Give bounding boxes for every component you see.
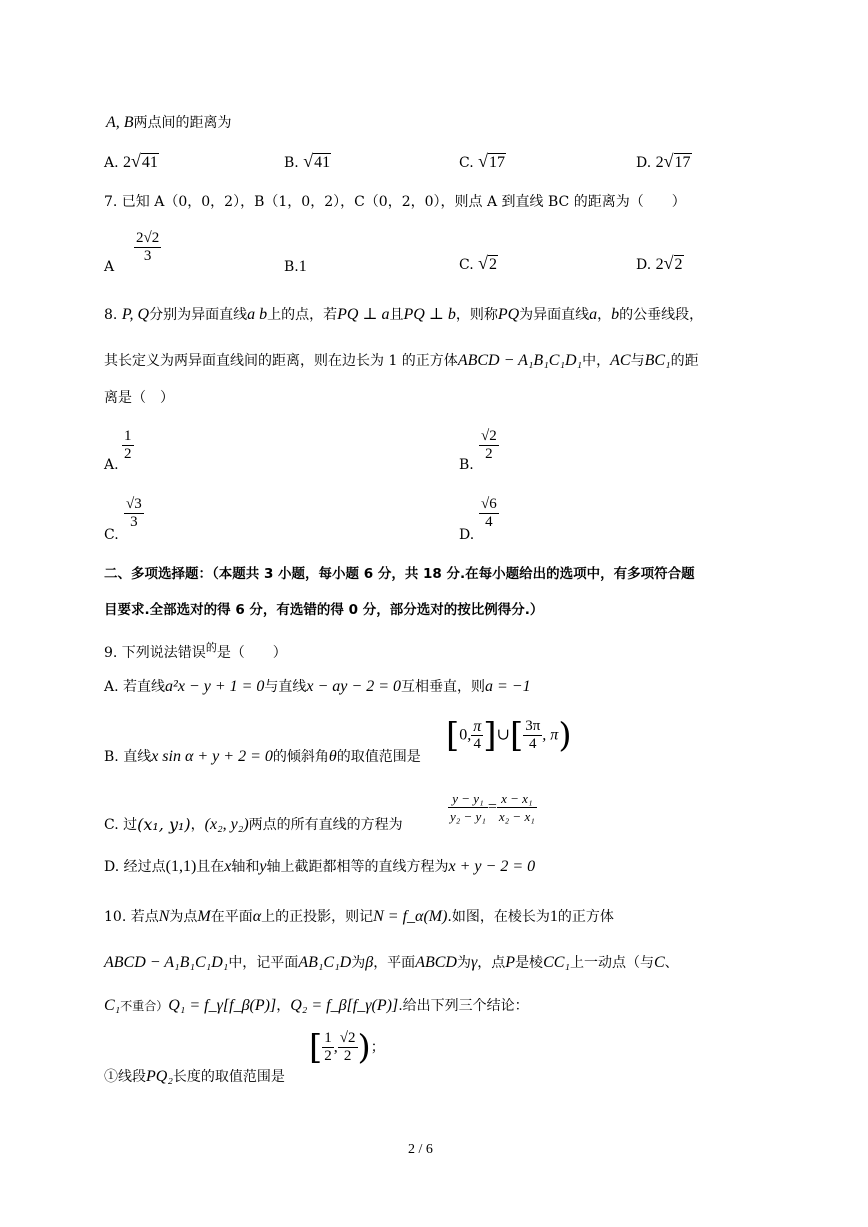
text: .给出下列三个结论： bbox=[398, 998, 529, 1014]
q7-d-value: 2√2 bbox=[655, 253, 683, 273]
value: 1 bbox=[298, 258, 307, 275]
math-p: P bbox=[505, 954, 516, 971]
union: ∪ bbox=[496, 726, 510, 744]
q6-option-b bbox=[284, 152, 331, 172]
text: 其长定义为两异面直线间的距离，则在边长为 1 的正方体 bbox=[104, 353, 458, 369]
text: ，则称 bbox=[455, 307, 498, 323]
option-label: B. bbox=[284, 259, 299, 275]
text: 互相垂直，则 bbox=[401, 679, 485, 695]
math-point: (1,1) bbox=[165, 858, 197, 875]
q6-d-value: 2√17 bbox=[655, 151, 691, 171]
equals: = bbox=[487, 798, 497, 816]
text: 两点的所有直线的方程为 bbox=[248, 817, 403, 833]
three-pi-over-4 bbox=[523, 718, 542, 753]
text: 、 bbox=[664, 955, 679, 971]
bracket-close: ] bbox=[483, 715, 497, 756]
math-eq: x sin α + y + 2 = 0 bbox=[151, 748, 273, 765]
coef: 2 bbox=[655, 256, 664, 273]
q9-b-interval bbox=[446, 715, 572, 756]
q9-b-text bbox=[104, 748, 421, 766]
math-c: C bbox=[653, 954, 665, 971]
point-1: (x₁, y₁) bbox=[137, 815, 191, 834]
numerator: √3 bbox=[126, 496, 142, 512]
math-theta: θ bbox=[328, 748, 337, 765]
q9-stem bbox=[104, 639, 287, 662]
option-label: C. bbox=[459, 257, 474, 273]
denominator: 4 bbox=[485, 514, 493, 530]
text: 的公垂线段， bbox=[619, 307, 704, 323]
radicand: 17 bbox=[674, 154, 691, 171]
math-pq2: PQ₂ bbox=[146, 1068, 173, 1085]
q8-d-fraction bbox=[479, 496, 499, 531]
math-m: M bbox=[197, 908, 211, 925]
text: 的取值范围是 bbox=[336, 749, 421, 765]
option-label: C. bbox=[104, 527, 119, 543]
numerator: π bbox=[473, 718, 482, 735]
q6-points: A, B bbox=[106, 114, 134, 131]
option-label: C. 过 bbox=[104, 817, 138, 833]
option-label: A. 若直线 bbox=[104, 679, 166, 695]
section-2-line-1: 二、多项选择题：（本题共 3 小题，每小题 6 分，共 18 分.在每小题给出的选项中，有多项符合题 bbox=[104, 566, 695, 582]
text: 轴和 bbox=[231, 859, 260, 875]
math-n: N bbox=[158, 908, 170, 925]
option-label: A bbox=[104, 259, 115, 275]
q8-c-fraction bbox=[124, 496, 144, 531]
q9-option-a bbox=[104, 678, 531, 696]
numerator: √2 bbox=[339, 1030, 356, 1046]
text: 的倾斜角 bbox=[272, 749, 329, 765]
radicand: 41 bbox=[141, 154, 158, 171]
math-eq: x + y − 2 = 0 bbox=[448, 858, 536, 875]
paren-close: ) bbox=[558, 715, 572, 756]
text: 的距 bbox=[670, 353, 699, 369]
math-a: a bbox=[589, 306, 598, 323]
q8-b-fraction bbox=[479, 428, 499, 463]
text: 上一动点（与 bbox=[569, 955, 654, 971]
radicand: 2 bbox=[674, 256, 683, 273]
statement-text bbox=[104, 1068, 285, 1086]
math-plane: AB₁C₁D bbox=[298, 954, 352, 971]
text: ①线段 bbox=[104, 1069, 146, 1085]
half bbox=[322, 1030, 334, 1065]
text: 的正方体 bbox=[557, 909, 614, 925]
q7-a-fraction bbox=[134, 230, 161, 265]
q8-a-fraction bbox=[122, 428, 134, 463]
q7-option-b bbox=[284, 258, 307, 276]
math-abcd: ABCD bbox=[415, 954, 457, 971]
radicand: 41 bbox=[314, 154, 331, 171]
text: 上的正投影，则记 bbox=[261, 909, 374, 925]
text: 且 bbox=[389, 307, 404, 323]
math-c1: C₁ bbox=[104, 997, 121, 1014]
text: ，点 bbox=[477, 955, 506, 971]
option-label: D. 经过点 bbox=[104, 859, 166, 875]
text: ， bbox=[276, 998, 291, 1014]
math-q2: Q₂ = f_β[f_γ(P)] bbox=[290, 997, 399, 1014]
denominator: x₂ − x₁ bbox=[498, 809, 535, 824]
math: , π bbox=[542, 726, 559, 744]
math-alpha: α bbox=[252, 908, 262, 925]
math-ab: a b bbox=[247, 306, 268, 323]
frac-y bbox=[448, 790, 488, 825]
math-q1: Q₁ = f_γ[f_β(P)] bbox=[168, 997, 277, 1014]
coef: 2 bbox=[123, 154, 132, 171]
text: 为点 bbox=[169, 909, 198, 925]
math: 0, bbox=[459, 726, 472, 744]
q7-option-d bbox=[636, 254, 684, 274]
q6-option-c bbox=[459, 152, 506, 172]
q9-option-d bbox=[104, 858, 535, 876]
text: 是棱 bbox=[515, 955, 544, 971]
math-eq1: a²x − y + 1 = 0 bbox=[165, 678, 265, 695]
root2-over-2 bbox=[338, 1030, 358, 1065]
q9-c-text bbox=[104, 816, 403, 834]
numerator: √6 bbox=[481, 496, 497, 512]
numerator: √2 bbox=[481, 428, 497, 444]
option-label: A. bbox=[104, 457, 119, 473]
q6-a-value: 2√41 bbox=[123, 151, 158, 171]
text: 为 bbox=[456, 955, 471, 971]
q7-c-value: √2 bbox=[478, 253, 498, 273]
text: 分别为异面直线 bbox=[149, 307, 248, 323]
text: 且在 bbox=[196, 859, 225, 875]
page-number: 2 / 6 bbox=[408, 1142, 433, 1157]
denominator: y₂ − y₁ bbox=[450, 809, 486, 824]
text: ； bbox=[370, 1039, 385, 1056]
math-b: b bbox=[611, 306, 620, 323]
option-label: B. 直线 bbox=[104, 749, 152, 765]
option-label: D. bbox=[459, 527, 475, 543]
math-y: y bbox=[259, 858, 267, 875]
option-label: A. bbox=[104, 155, 119, 171]
text: ， bbox=[190, 817, 205, 833]
text: 为异面直线 bbox=[519, 307, 590, 323]
q8-line-2 bbox=[104, 352, 699, 370]
text: 9. 下列说法错误 bbox=[104, 645, 206, 661]
paren-close: ) bbox=[357, 1027, 371, 1068]
math-beta: β bbox=[365, 954, 374, 971]
coef: 2 bbox=[655, 154, 664, 171]
math-perp-b: PQ ⊥ b bbox=[403, 306, 456, 323]
text: 与直线 bbox=[264, 679, 307, 695]
q8-num: 8. bbox=[104, 307, 122, 323]
denominator: 3 bbox=[130, 514, 138, 530]
bracket-open: [ bbox=[446, 715, 460, 756]
math-eq: N = f_α(M) bbox=[373, 908, 448, 925]
math-cube: ABCD − A₁B₁C₁D₁ bbox=[457, 352, 583, 369]
option-label: D. bbox=[636, 155, 652, 171]
math-pq: P, Q bbox=[121, 306, 150, 323]
text: 在平面 bbox=[210, 909, 253, 925]
statement-interval: [ $\frac{1}{2}$ , $\frac{√2}{2}$ )； bbox=[309, 1027, 385, 1068]
radicand: 2 bbox=[489, 256, 498, 273]
denominator: 2 bbox=[343, 1048, 352, 1064]
numerator: 2√2 bbox=[136, 230, 160, 246]
math-x: x bbox=[224, 858, 232, 875]
frac-x bbox=[497, 790, 537, 825]
text: ， bbox=[597, 307, 612, 323]
bracket-open: [ bbox=[509, 715, 524, 756]
option-label: B. bbox=[284, 155, 299, 171]
q6-b-value: √41 bbox=[303, 151, 331, 171]
denominator: 2 bbox=[324, 1048, 332, 1064]
denominator: 2 bbox=[124, 446, 132, 462]
text: 与 bbox=[630, 353, 645, 369]
q6-text: 两点间的距离为 bbox=[133, 115, 232, 131]
text: 为 bbox=[351, 955, 366, 971]
math-ac: AC bbox=[610, 352, 631, 369]
denominator: 3 bbox=[143, 248, 152, 264]
q6-tail bbox=[106, 114, 232, 132]
denominator: 4 bbox=[529, 736, 537, 752]
option-label: B. bbox=[459, 457, 474, 473]
text: 是（ ） bbox=[216, 645, 287, 661]
q6-c-value: √17 bbox=[478, 151, 506, 171]
q6-option-a bbox=[104, 152, 159, 172]
q6-option-d bbox=[636, 152, 692, 172]
pi-over-4 bbox=[471, 718, 483, 753]
section-2-line-2: 目要求.全部选对的得 6 分，有选错的得 0 分，部分选对的按比例得分.） bbox=[104, 602, 544, 618]
numerator: x − x₁ bbox=[497, 790, 537, 808]
math-pq2: PQ bbox=[497, 306, 520, 323]
numerator: y − y₁ bbox=[448, 790, 488, 808]
numerator: 3π bbox=[525, 718, 541, 734]
option-label: C. bbox=[459, 155, 474, 171]
math-cc1: CC₁ bbox=[543, 954, 570, 971]
bracket-open: [ bbox=[309, 1027, 323, 1068]
math-perp-a: PQ ⊥ a bbox=[337, 306, 390, 323]
text: 长度的取值范围是 bbox=[172, 1069, 285, 1085]
text: 的 bbox=[205, 641, 217, 654]
numerator: 1 bbox=[124, 428, 132, 444]
q10-line-3 bbox=[104, 997, 529, 1015]
text: .如图，在棱长为 bbox=[447, 909, 550, 925]
q7-option-c bbox=[459, 254, 498, 274]
math-gamma: γ bbox=[470, 954, 478, 971]
q8-line-1 bbox=[104, 306, 703, 324]
numerator: 1 bbox=[324, 1030, 332, 1046]
text: 10. 若点 bbox=[104, 909, 159, 925]
text: ，平面 bbox=[373, 955, 416, 971]
math-cube: ABCD − A₁B₁C₁D₁ bbox=[104, 954, 229, 971]
text: 轴上截距都相等的直线方程为 bbox=[266, 859, 449, 875]
text: 不重合） bbox=[120, 999, 169, 1013]
option-label: D. bbox=[636, 257, 652, 273]
denominator: 2 bbox=[485, 446, 493, 462]
q8-line-3: 离是（ ） bbox=[104, 390, 174, 406]
math-eq3: a = −1 bbox=[485, 678, 531, 695]
math-eq2: x − ay − 2 = 0 bbox=[306, 678, 401, 695]
denominator: 4 bbox=[473, 736, 482, 752]
q10-line-1 bbox=[104, 908, 614, 926]
math-one: 1 bbox=[549, 908, 558, 925]
q9-c-formula bbox=[448, 790, 537, 825]
text: 上的点，若 bbox=[267, 307, 338, 323]
radicand: 17 bbox=[489, 154, 506, 171]
text: 中， bbox=[582, 353, 611, 369]
math-bc1: BC₁ bbox=[644, 352, 671, 369]
text: 中，记平面 bbox=[228, 955, 299, 971]
q10-line-2 bbox=[104, 954, 679, 972]
point-2: (x₂, y₂) bbox=[204, 816, 249, 833]
q7-stem: 7. 已知 A（0，0，2），B（1，0，2），C（0，2，0），则点 A 到直线 BC 的距离为（ ） bbox=[104, 194, 686, 210]
